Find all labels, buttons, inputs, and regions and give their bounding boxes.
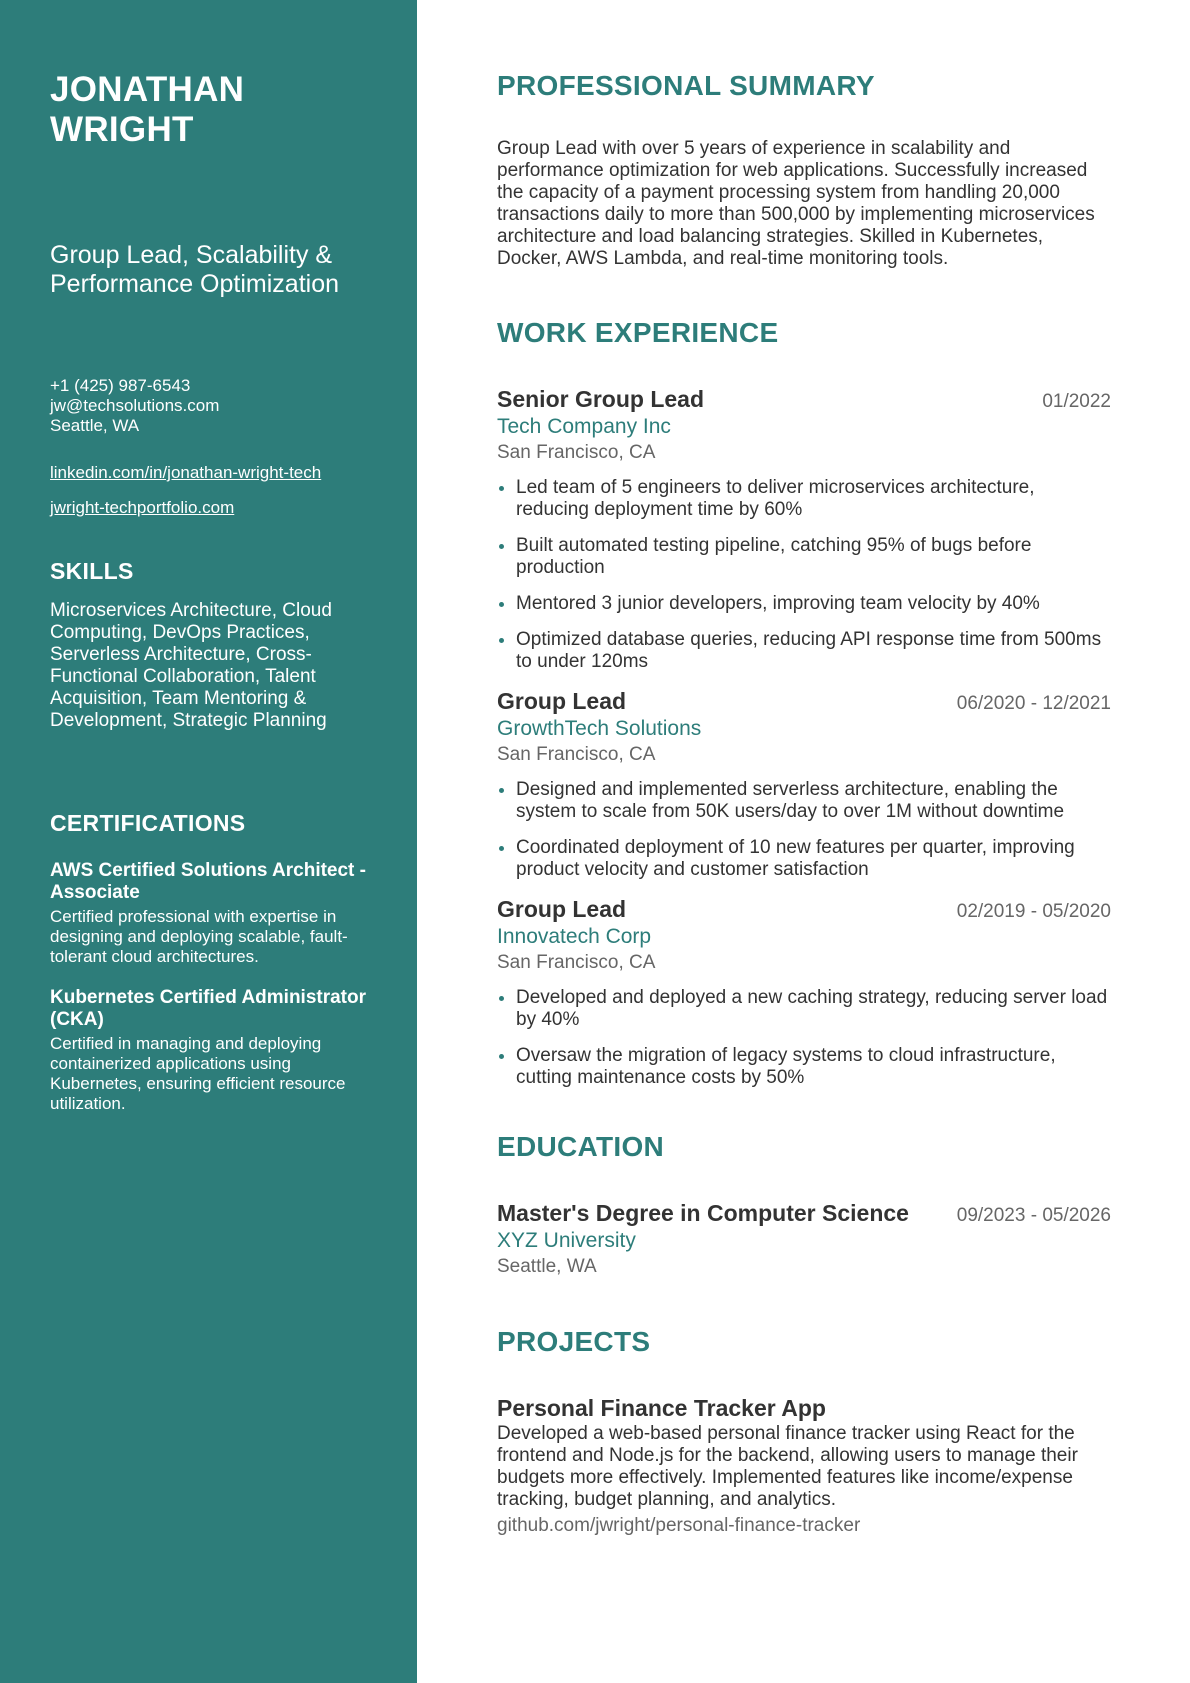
linkedin-link[interactable]: linkedin.com/in/jonathan-wright-tech [50,463,322,482]
certifications-heading: CERTIFICATIONS [50,810,246,836]
summary-section [497,70,1111,270]
job-bullets [497,779,1111,881]
job-bullet: Optimized database queries, reducing API response time from 500ms to under 120ms [497,629,1111,673]
job-title: Group Lead [497,896,627,922]
project-description: Developed a web-based personal finance tracker using React for the frontend and Node.js for the backend, allowing users to manage their budgets more effectively. Implemented features like income/expense tracking, budget planning, and analytics. [497,1423,1078,1510]
job-date: 01/2022 [1042,391,1111,412]
certification-description: Certified in managing and deploying containerized applications using Kubernetes, ensuring efficient resource utilization. [50,1034,346,1113]
certification-item [50,987,377,1114]
job-location: San Francisco, CA [497,744,656,765]
job-header [497,385,1111,413]
name-line-first: JONATHAN [50,70,245,109]
company-name: GrowthTech Solutions [497,717,702,740]
job-bullet: Developed and deployed a new caching strategy, reducing server load by 40% [497,987,1111,1031]
job-entry [497,385,1111,673]
work-heading: WORK EXPERIENCE [497,317,779,348]
certifications-list [50,860,377,1114]
skills-heading: SKILLS [50,558,134,584]
profile-links [50,463,377,518]
certification-item [50,860,377,967]
project-link[interactable]: github.com/jwright/personal-finance-tracker [497,1515,861,1536]
degree-title: Master's Degree in Computer Science [497,1200,909,1226]
job-bullet: Mentored 3 junior developers, improving team velocity by 40% [497,593,1111,615]
headline: Group Lead, Scalability & Performance Optimization [50,241,340,298]
certification-description: Certified professional with expertise in designing and deploying scalable, fault-tolerant cloud architectures. [50,907,348,966]
project-item [497,1394,1111,1539]
school-name: XYZ University [497,1229,636,1252]
job-entry [497,895,1111,1089]
job-date: 06/2020 - 12/2021 [956,693,1111,714]
portfolio-link[interactable]: jwright-techportfolio.com [50,498,235,517]
job-location: San Francisco, CA [497,952,656,973]
main-content [497,70,1111,1539]
projects-heading: PROJECTS [497,1326,651,1357]
job-bullet: Built automated testing pipeline, catching 95% of bugs before production [497,535,1111,579]
job-title: Senior Group Lead [497,386,705,412]
job-date: 02/2019 - 05/2020 [956,901,1111,922]
job-bullets [497,477,1111,673]
summary-heading: PROFESSIONAL SUMMARY [497,70,875,101]
candidate-name [50,70,377,150]
job-title: Group Lead [497,688,627,714]
email: jw@techsolutions.com [50,396,220,415]
contact-info [50,376,377,436]
school-location: Seattle, WA [497,1256,597,1277]
summary-text: Group Lead with over 5 years of experience in scalability and performance optimization for web applications. Successfully increased the capacity of a payment processing system from handling 20,000 transactions daily to more than 500,000 by implementing microservices architecture and load balancing strategies. Skilled in Kubernetes, Docker, AWS Lambda, and real-time monitoring tools. [497,138,1095,269]
job-entry [497,687,1111,881]
job-header [497,895,1111,923]
projects-section [497,1326,1111,1539]
certification-title: AWS Certified Solutions Architect - Associate [50,860,366,903]
certification-title: Kubernetes Certified Administrator (CKA) [50,987,367,1030]
name-line-last: WRIGHT [50,110,194,149]
job-bullets [497,987,1111,1089]
company-name: Tech Company Inc [497,415,671,438]
education-heading: EDUCATION [497,1131,665,1162]
job-bullet: Oversaw the migration of legacy systems to cloud infrastructure, cutting maintenance costs by 50% [497,1045,1111,1089]
job-bullet: Led team of 5 engineers to deliver microservices architecture, reducing deployment time by 60% [497,477,1111,521]
job-header [497,687,1111,715]
skills-list: Microservices Architecture, Cloud Computing, DevOps Practices, Serverless Architecture, Cross-Functional Collaboration, Talent Acquisition, Team Mentoring & Development, Strategic Planning [50,600,332,731]
company-name: Innovatech Corp [497,925,652,948]
work-section [497,317,1111,1089]
location: Seattle, WA [50,416,140,435]
education-section [497,1131,1111,1279]
job-bullet: Coordinated deployment of 10 new features per quarter, improving product velocity and customer satisfaction [497,837,1111,881]
sidebar [0,0,417,1683]
education-date: 09/2023 - 05/2026 [956,1205,1111,1226]
job-location: San Francisco, CA [497,442,656,463]
phone: +1 (425) 987-6543 [50,376,191,395]
education-header [497,1199,1111,1227]
job-bullet: Designed and implemented serverless architecture, enabling the system to scale from 50K users/day to over 1M without downtime [497,779,1111,823]
project-title: Personal Finance Tracker App [497,1395,826,1421]
